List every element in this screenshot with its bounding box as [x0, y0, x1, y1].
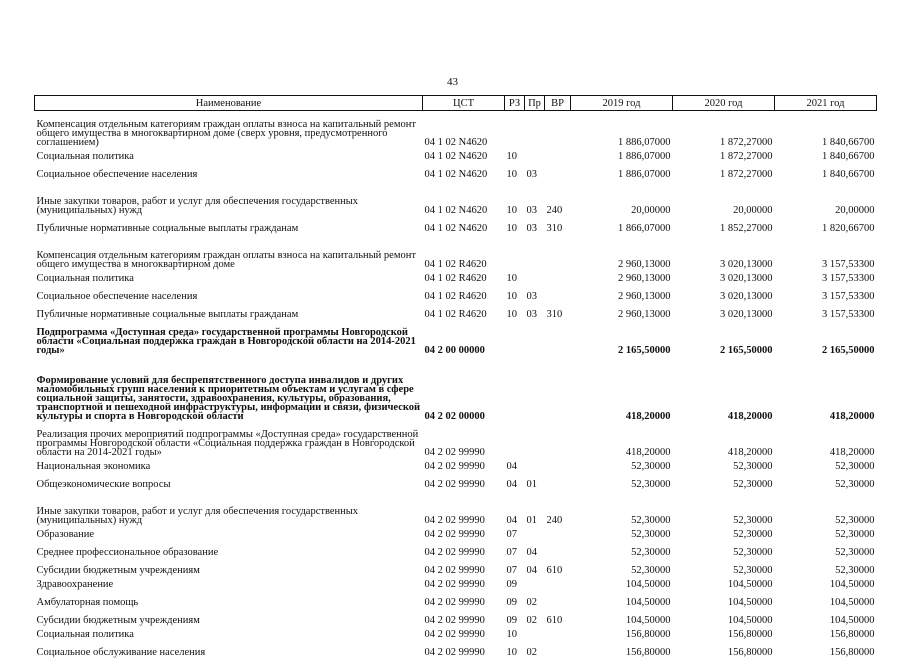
pr-cell: [525, 319, 545, 355]
amount-2021-cell: 52,30000: [835, 515, 875, 526]
vr-cell: [545, 539, 571, 557]
cst-cell: 04 2 02 99990: [424, 615, 485, 626]
cst-cell: 04 1 02 N4620: [424, 169, 488, 180]
pr-cell: 02: [526, 615, 537, 626]
table-row: [35, 625, 877, 639]
amount-2019-cell: 2 960,13000: [618, 291, 671, 302]
amount-2020-cell: 52,30000: [733, 479, 773, 490]
pr-cell: 03: [526, 291, 537, 302]
table-body: [35, 111, 877, 658]
pr-cell: 02: [526, 597, 537, 608]
vr-cell: [545, 639, 571, 657]
table-header-row: [35, 96, 877, 111]
amount-2020-cell: 1 872,27000: [720, 151, 773, 162]
vr-cell: [545, 457, 571, 471]
vr-cell: 240: [546, 515, 563, 526]
vr-cell: 610: [546, 565, 563, 576]
rz-cell: 10: [506, 291, 517, 302]
rz-cell: 07: [506, 529, 517, 540]
vr-cell: [545, 269, 571, 283]
name-cell: Формирование условий для беспрепятственного доступа инвалидов и других маломобильных групп населения к приоритетным объектам и услугам в сфере социальной защиты, занятости, здравоохранения, культуры, образования, транспортной и пешеходной инфраструктуры, информации и связи, физической культуры и спорта в Новгородской области: [36, 375, 421, 422]
vr-cell: [545, 111, 571, 148]
rz-cell: [505, 111, 525, 148]
amount-2021-cell: 3 157,53300: [822, 291, 875, 302]
cst-cell: 04 1 02 R4620: [424, 291, 487, 302]
vr-cell: [545, 319, 571, 355]
rz-cell: 04: [506, 461, 517, 472]
rz-cell: 10: [506, 169, 517, 180]
vr-cell: [545, 283, 571, 301]
amount-2019-cell: 2 960,13000: [618, 259, 671, 270]
name-cell: Иные закупки товаров, работ и услуг для обеспечения государственных (муниципальных) нужд: [36, 196, 359, 216]
rz-cell: 10: [506, 205, 517, 216]
page-number: 43: [447, 76, 458, 88]
name-cell: Социальная политика: [36, 151, 134, 162]
amount-2019-cell: 52,30000: [631, 547, 671, 558]
table-row: [35, 457, 877, 471]
rz-cell: 10: [506, 647, 517, 658]
vr-cell: [545, 161, 571, 179]
pr-cell: 03: [526, 169, 537, 180]
cst-cell: 04 1 02 R4620: [424, 273, 487, 284]
table-row: [35, 215, 877, 233]
table-row: [35, 607, 877, 625]
vr-cell: [545, 147, 571, 161]
budget-table: [34, 95, 877, 657]
rz-cell: [505, 421, 525, 457]
pr-cell: 03: [526, 205, 537, 216]
pr-cell: 01: [526, 515, 537, 526]
vr-cell: 310: [546, 223, 563, 234]
pr-cell: [525, 575, 545, 589]
cst-cell: 04 2 02 99990: [424, 515, 485, 526]
name-cell: Среднее профессиональное образование: [36, 547, 219, 558]
name-cell: Реализация прочих мероприятий подпрограммы «Доступная среда» государственной программы Новгородской области «Социальная поддержка граждан в Новгородской области на 2014-2021 годы»: [36, 429, 419, 458]
cst-cell: 04 1 02 N4620: [424, 223, 488, 234]
amount-2020-cell: 3 020,13000: [720, 309, 773, 320]
rz-cell: 09: [506, 597, 517, 608]
pr-cell: 01: [526, 479, 537, 490]
table-row: [35, 319, 877, 355]
table-row: [35, 355, 877, 421]
name-cell: Амбулаторная помощь: [36, 597, 139, 608]
table-row: [35, 421, 877, 457]
pr-cell: [525, 147, 545, 161]
column-header-2021: 2021 год: [775, 96, 877, 111]
table-row: [35, 639, 877, 657]
amount-2019-cell: 1 866,07000: [618, 223, 671, 234]
amount-2020-cell: 52,30000: [733, 547, 773, 558]
cst-cell: 04 2 02 99990: [424, 547, 485, 558]
amount-2020-cell: 418,20000: [727, 411, 773, 422]
vr-cell: 240: [546, 205, 563, 216]
amount-2019-cell: 156,80000: [625, 629, 671, 640]
amount-2019-cell: 52,30000: [631, 479, 671, 490]
pr-cell: [525, 233, 545, 269]
rz-cell: 10: [506, 309, 517, 320]
amount-2020-cell: 156,80000: [727, 647, 773, 658]
amount-2019-cell: 418,20000: [625, 447, 671, 458]
vr-cell: [545, 589, 571, 607]
cst-cell: 04 2 02 99990: [424, 629, 485, 640]
pr-cell: 02: [526, 647, 537, 658]
cst-cell: 04 2 02 99990: [424, 529, 485, 540]
cst-cell: 04 1 02 N4620: [424, 205, 488, 216]
amount-2019-cell: 104,50000: [625, 615, 671, 626]
amount-2021-cell: 418,20000: [829, 411, 875, 422]
table-row: [35, 471, 877, 489]
amount-2021-cell: 52,30000: [835, 547, 875, 558]
rz-cell: 10: [506, 273, 517, 284]
name-cell: Социальное обслуживание населения: [36, 647, 206, 658]
pr-cell: 03: [526, 309, 537, 320]
vr-cell: 610: [546, 615, 563, 626]
pr-cell: 04: [526, 547, 537, 558]
vr-cell: [545, 625, 571, 639]
amount-2020-cell: 104,50000: [727, 615, 773, 626]
amount-2021-cell: 1 840,66700: [822, 137, 875, 148]
amount-2019-cell: 1 886,07000: [618, 137, 671, 148]
name-cell: Общеэкономические вопросы: [36, 479, 171, 490]
vr-cell: [545, 471, 571, 489]
amount-2019-cell: 2 960,13000: [618, 309, 671, 320]
amount-2020-cell: 52,30000: [733, 461, 773, 472]
vr-cell: [545, 575, 571, 589]
name-cell: Субсидии бюджетным учреждениям: [36, 615, 200, 626]
column-header-rz: РЗ: [505, 96, 525, 111]
column-header-name: Наименование: [35, 96, 423, 111]
amount-2021-cell: 104,50000: [829, 579, 875, 590]
amount-2019-cell: 52,30000: [631, 515, 671, 526]
rz-cell: 09: [506, 579, 517, 590]
table-row: [35, 525, 877, 539]
column-header-cst: ЦСТ: [423, 96, 505, 111]
amount-2021-cell: 2 165,50000: [822, 345, 875, 356]
amount-2020-cell: 418,20000: [727, 447, 773, 458]
amount-2021-cell: 3 157,53300: [822, 259, 875, 270]
amount-2020-cell: 104,50000: [727, 579, 773, 590]
table-row: [35, 589, 877, 607]
table-row: [35, 489, 877, 525]
pr-cell: [525, 269, 545, 283]
cst-cell: 04 1 02 R4620: [424, 309, 487, 320]
cst-cell: 04 2 02 99990: [424, 579, 485, 590]
column-header-2020: 2020 год: [673, 96, 775, 111]
name-cell: Социальная политика: [36, 629, 134, 640]
rz-cell: [505, 355, 525, 421]
amount-2021-cell: 3 157,53300: [822, 273, 875, 284]
name-cell: Подпрограмма «Доступная среда» государственной программы Новгородской области «Социальная поддержка граждан в Новгородской области на 2014-2021 годы»: [36, 327, 416, 356]
table-row: [35, 233, 877, 269]
cst-cell: 04 2 02 99990: [424, 461, 485, 472]
table-row: [35, 179, 877, 215]
amount-2020-cell: 20,00000: [733, 205, 773, 216]
amount-2019-cell: 1 886,07000: [618, 169, 671, 180]
pr-cell: 04: [526, 565, 537, 576]
table-row: [35, 147, 877, 161]
name-cell: Образование: [36, 529, 95, 540]
amount-2021-cell: 52,30000: [835, 529, 875, 540]
amount-2019-cell: 20,00000: [631, 205, 671, 216]
name-cell: Публичные нормативные социальные выплаты гражданам: [36, 223, 299, 234]
rz-cell: 04: [506, 515, 517, 526]
cst-cell: 04 2 02 99990: [424, 565, 485, 576]
amount-2020-cell: 1 852,27000: [720, 223, 773, 234]
name-cell: Компенсация отдельным категориям граждан оплаты взноса на капитальный ремонт общего имущества в многоквартирном доме: [36, 250, 416, 270]
amount-2019-cell: 52,30000: [631, 461, 671, 472]
name-cell: Публичные нормативные социальные выплаты гражданам: [36, 309, 299, 320]
rz-cell: 07: [506, 547, 517, 558]
amount-2020-cell: 1 872,27000: [720, 137, 773, 148]
cst-cell: 04 2 00 00000: [424, 345, 485, 356]
cst-cell: 04 1 02 N4620: [424, 137, 488, 148]
table-row: [35, 557, 877, 575]
amount-2021-cell: 1 820,66700: [822, 223, 875, 234]
column-header-pr: Пр: [525, 96, 545, 111]
amount-2019-cell: 156,80000: [625, 647, 671, 658]
rz-cell: 07: [506, 565, 517, 576]
amount-2020-cell: 3 020,13000: [720, 259, 773, 270]
table-row: [35, 575, 877, 589]
pr-cell: 03: [526, 223, 537, 234]
amount-2021-cell: 1 840,66700: [822, 169, 875, 180]
name-cell: Социальное обеспечение населения: [36, 291, 198, 302]
amount-2019-cell: 52,30000: [631, 565, 671, 576]
amount-2019-cell: 418,20000: [625, 411, 671, 422]
amount-2019-cell: 1 886,07000: [618, 151, 671, 162]
amount-2020-cell: 2 165,50000: [720, 345, 773, 356]
vr-cell: [545, 525, 571, 539]
rz-cell: 10: [506, 151, 517, 162]
amount-2020-cell: 156,80000: [727, 629, 773, 640]
rz-cell: [505, 233, 525, 269]
vr-cell: [545, 233, 571, 269]
cst-cell: 04 2 02 00000: [424, 411, 485, 422]
amount-2021-cell: 52,30000: [835, 565, 875, 576]
name-cell: Компенсация отдельным категориям граждан оплаты взноса на капитальный ремонт общего имущества в многоквартирном доме (сверх уровня, предусмотренного соглашением): [36, 119, 416, 148]
name-cell: Социальное обеспечение населения: [36, 169, 198, 180]
name-cell: Национальная экономика: [36, 461, 151, 472]
rz-cell: [505, 319, 525, 355]
column-header-vr: ВР: [545, 96, 571, 111]
column-header-2019: 2019 год: [571, 96, 673, 111]
table-row: [35, 111, 877, 148]
name-cell: Субсидии бюджетным учреждениям: [36, 565, 200, 576]
table-row: [35, 301, 877, 319]
pr-cell: [525, 421, 545, 457]
table-row: [35, 161, 877, 179]
pr-cell: [525, 111, 545, 148]
amount-2020-cell: 1 872,27000: [720, 169, 773, 180]
table-row: [35, 269, 877, 283]
pr-cell: [525, 525, 545, 539]
name-cell: Иные закупки товаров, работ и услуг для обеспечения государственных (муниципальных) нужд: [36, 506, 359, 526]
amount-2020-cell: 52,30000: [733, 529, 773, 540]
cst-cell: 04 2 02 99990: [424, 479, 485, 490]
vr-cell: [545, 355, 571, 421]
vr-cell: [545, 421, 571, 457]
cst-cell: 04 1 02 N4620: [424, 151, 488, 162]
amount-2019-cell: 2 165,50000: [618, 345, 671, 356]
cst-cell: 04 2 02 99990: [424, 447, 485, 458]
amount-2020-cell: 52,30000: [733, 565, 773, 576]
rz-cell: 04: [506, 479, 517, 490]
rz-cell: 09: [506, 615, 517, 626]
pr-cell: [525, 625, 545, 639]
amount-2021-cell: 104,50000: [829, 597, 875, 608]
name-cell: Здравоохранение: [36, 579, 114, 590]
amount-2021-cell: 3 157,53300: [822, 309, 875, 320]
table-row: [35, 539, 877, 557]
amount-2019-cell: 52,30000: [631, 529, 671, 540]
rz-cell: 10: [506, 223, 517, 234]
amount-2021-cell: 20,00000: [835, 205, 875, 216]
rz-cell: 10: [506, 629, 517, 640]
name-cell: Социальная политика: [36, 273, 134, 284]
amount-2019-cell: 104,50000: [625, 597, 671, 608]
pr-cell: [525, 457, 545, 471]
amount-2021-cell: 418,20000: [829, 447, 875, 458]
table-row: [35, 283, 877, 301]
amount-2021-cell: 1 840,66700: [822, 151, 875, 162]
amount-2020-cell: 104,50000: [727, 597, 773, 608]
amount-2020-cell: 52,30000: [733, 515, 773, 526]
pr-cell: [525, 355, 545, 421]
amount-2021-cell: 52,30000: [835, 461, 875, 472]
amount-2019-cell: 2 960,13000: [618, 273, 671, 284]
cst-cell: 04 2 02 99990: [424, 597, 485, 608]
vr-cell: 310: [546, 309, 563, 320]
amount-2021-cell: 156,80000: [829, 647, 875, 658]
amount-2019-cell: 104,50000: [625, 579, 671, 590]
cst-cell: 04 1 02 R4620: [424, 259, 487, 270]
amount-2021-cell: 104,50000: [829, 615, 875, 626]
amount-2020-cell: 3 020,13000: [720, 273, 773, 284]
amount-2020-cell: 3 020,13000: [720, 291, 773, 302]
amount-2021-cell: 52,30000: [835, 479, 875, 490]
cst-cell: 04 2 02 99990: [424, 647, 485, 658]
amount-2021-cell: 156,80000: [829, 629, 875, 640]
